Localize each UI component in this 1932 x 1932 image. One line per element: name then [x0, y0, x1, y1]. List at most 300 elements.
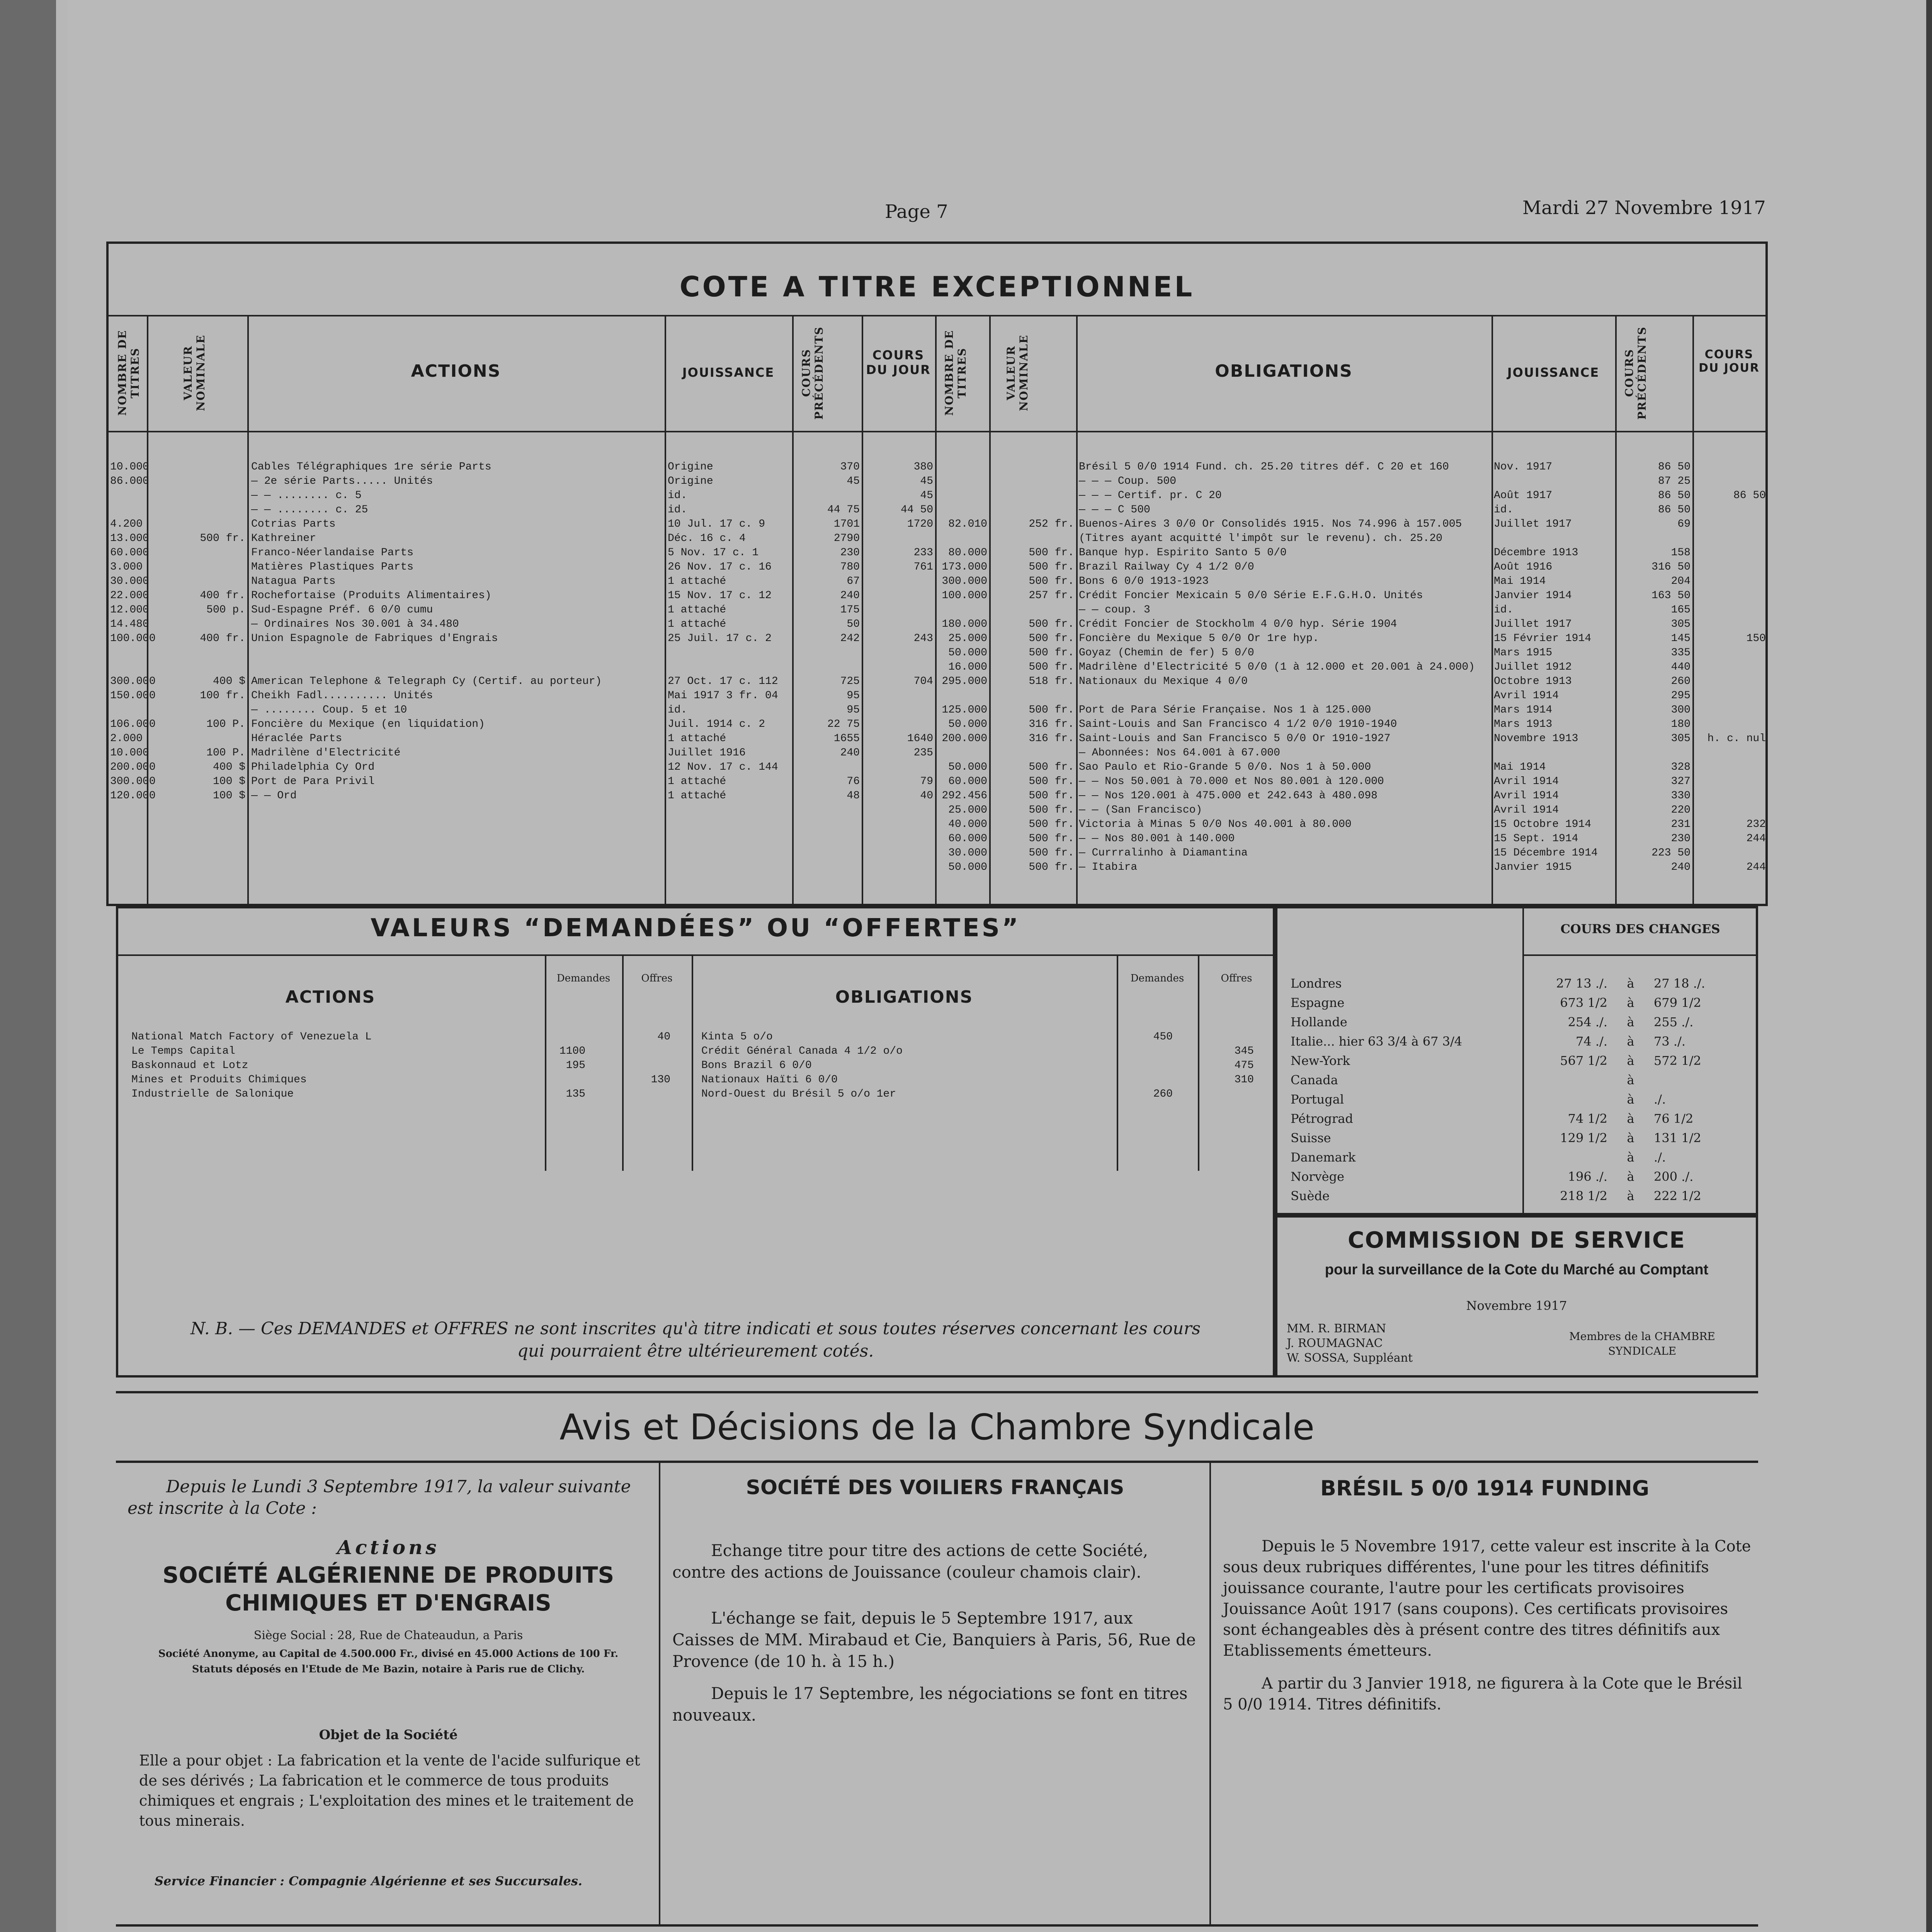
table-cell: 380 — [913, 461, 933, 473]
table-cell: Bons Brazil 6 0/0 — [701, 1060, 812, 1071]
col-valeur-header-right: VALEUR NOMINALE — [1005, 334, 1030, 412]
table-cell — [1694, 617, 1766, 631]
table-cell: 13.000 — [110, 532, 149, 544]
table-cell: 44 50 — [900, 504, 933, 516]
page-number: Page 7 — [885, 201, 948, 223]
table-cell: 100 P. — [206, 747, 245, 759]
table-cell — [149, 617, 245, 631]
divider — [116, 1461, 1758, 1463]
changes-row — [1291, 1186, 1750, 1206]
changes-rate-a: 196 ./. — [1568, 1169, 1607, 1184]
table-cell — [110, 488, 145, 503]
table-cell — [1119, 1073, 1173, 1087]
table-cell: 50.000 — [948, 761, 987, 773]
left-cours-jour-column — [864, 460, 933, 803]
table-cell — [251, 660, 663, 674]
table-cell: 1 attaché — [668, 733, 726, 745]
divider — [1522, 954, 1758, 956]
table-cell — [149, 488, 245, 503]
demandes-oblig-dem — [1119, 1030, 1173, 1101]
table-cell: Cotrias Parts — [251, 518, 336, 530]
table-cell — [864, 588, 933, 603]
table-cell — [794, 646, 860, 660]
table-cell: 2.000 — [110, 733, 143, 745]
table-cell: 1 attaché — [668, 776, 726, 787]
table-cell: 45 — [920, 475, 933, 487]
avis-col3-p1: Depuis le 5 Novembre 1917, cette valeur est inscrite à la Cote sous deux rubriques différentes, l'une pour les titres définitifs jouissance courante, l'autre pour les certificats provisoires Jouissance Août 1917 (sans coupons). Ces certificats provisoires sont échangeables dès à présent contre des titres définitifs aux Etablissements émetteurs. — [1223, 1537, 1751, 1660]
table-cell: 300.000 — [942, 575, 987, 587]
table-cell: Industrielle de Salonique — [131, 1088, 294, 1100]
table-cell: 76 — [847, 776, 860, 787]
col-sep — [1117, 954, 1118, 1171]
table-cell: 40 — [657, 1031, 670, 1043]
table-cell — [991, 531, 1074, 546]
table-cell: id. — [668, 504, 687, 516]
changes-rate-b: 222 1/2 — [1654, 1189, 1701, 1203]
avis-col2-p3: Depuis le 17 Septembre, les négociations se font en titres nouveaux. — [672, 1684, 1188, 1725]
changes-sep: à — [1627, 1034, 1634, 1049]
table-cell — [149, 546, 245, 560]
table-cell: 257 fr. — [1029, 590, 1074, 602]
table-cell: 252 fr. — [1029, 518, 1074, 530]
col-actions-header: ACTIONS — [411, 361, 501, 381]
table-cell — [937, 603, 987, 617]
table-cell: Crédit Foncier Mexicain 5 0/0 Série E.F.G.H.O. Unités — [1079, 590, 1423, 602]
table-cell: 780 — [840, 561, 860, 573]
table-cell: Origine — [668, 461, 713, 473]
table-cell: — ........ Coup. 5 et 10 — [251, 704, 407, 716]
right-jouissance-column — [1494, 460, 1614, 874]
table-cell: Matières Plastiques Parts — [251, 561, 414, 573]
table-cell: Avril 1914 — [1494, 690, 1559, 702]
table-cell — [991, 503, 1074, 517]
right-cours-prec-column — [1617, 460, 1690, 874]
table-cell — [991, 488, 1074, 503]
table-cell — [1119, 1058, 1173, 1073]
table-cell: Goyaz (Chemin de fer) 5 0/0 — [1079, 647, 1254, 659]
table-cell — [1694, 646, 1766, 660]
table-cell: — — Nos 120.001 à 475.000 et 242.643 à 480.098 — [1079, 790, 1378, 802]
table-cell: 45 — [847, 475, 860, 487]
avis-col1-name: SOCIÉTÉ ALGÉRIENNE DE PRODUITS CHIMIQUES ET D'ENGRAIS — [162, 1562, 614, 1616]
col-cours-prec-header: COURS PRÉCÉDENTS — [800, 326, 825, 420]
table-cell: Cheikh Fadl.......... Unités — [251, 690, 433, 702]
table-cell: 86 50 — [1733, 490, 1766, 502]
col-sep — [1692, 315, 1694, 906]
changes-sep: à — [1627, 1150, 1634, 1165]
table-cell: 135 — [566, 1088, 585, 1100]
table-cell: 86 50 — [1658, 461, 1690, 473]
table-cell — [1694, 660, 1766, 674]
table-cell: 500 fr. — [200, 532, 245, 544]
table-cell — [1694, 503, 1766, 517]
table-cell: 1100 — [559, 1045, 585, 1057]
changes-place: Pétrograd — [1291, 1111, 1353, 1126]
table-cell: 106.000 — [110, 718, 156, 730]
table-cell — [1494, 531, 1614, 546]
table-cell: 173.000 — [942, 561, 987, 573]
table-cell: 25.000 — [948, 804, 987, 816]
col-valeur-header: VALEUR NOMINALE — [182, 334, 207, 412]
changes-place: Suède — [1291, 1189, 1330, 1203]
table-cell: 1640 — [907, 733, 933, 745]
changes-rate-b — [1654, 1070, 1731, 1090]
table-cell — [624, 1058, 670, 1073]
table-cell: Juillet 1917 — [1494, 618, 1572, 630]
table-cell: id. — [1494, 504, 1514, 516]
avis-col1-body: Elle a pour objet : La fabrication et la vente de l'acide sulfurique et de ses dérivés ; La fabrication et le commerce de tous produits chimiques et engrais ; L'exploitation des mines et le traitement de tous minerais. — [139, 1752, 640, 1829]
table-cell: 50.000 — [948, 718, 987, 730]
table-cell — [991, 746, 1074, 760]
table-cell: — — Nos 50.001 à 70.000 et Nos 80.001 à 120.000 — [1079, 776, 1384, 787]
changes-place: Italie... hier 63 3/4 à 67 3/4 — [1291, 1034, 1463, 1049]
table-cell: Baskonnaud et Lotz — [131, 1060, 248, 1071]
table-cell: 300 — [1671, 704, 1690, 716]
table-cell — [547, 1073, 585, 1087]
table-cell — [149, 560, 245, 574]
table-cell: Mai 1914 — [1494, 761, 1546, 773]
table-cell: 95 — [847, 690, 860, 702]
table-cell — [1694, 474, 1766, 488]
changes-place: Danemark — [1291, 1150, 1356, 1165]
table-cell: Franco-Néerlandaise Parts — [251, 547, 414, 559]
table-cell: 1655 — [833, 733, 860, 745]
table-cell — [991, 603, 1074, 617]
changes-place: Portugal — [1291, 1092, 1344, 1107]
table-cell: 500 fr. — [1029, 847, 1074, 859]
table-cell: MM. R. BIRMAN — [1287, 1322, 1386, 1335]
table-cell: 500 fr. — [1029, 776, 1074, 787]
avis-col1-actions: Actions — [337, 1536, 440, 1559]
changes-row — [1291, 1012, 1750, 1032]
table-cell: 10.000 — [110, 461, 149, 473]
table-cell — [1694, 689, 1766, 703]
changes-sep: à — [1627, 1092, 1634, 1107]
left-jouissance-column — [668, 460, 791, 803]
table-cell: 180 — [1671, 718, 1690, 730]
col-sep — [1076, 315, 1078, 906]
table-cell: 86 50 — [1658, 490, 1690, 502]
table-cell — [1694, 460, 1766, 474]
divider — [116, 1391, 1758, 1393]
table-cell: 26 Nov. 17 c. 16 — [668, 561, 772, 573]
table-cell: 500 fr. — [1029, 861, 1074, 873]
table-cell: 400 $ — [213, 675, 245, 687]
table-cell — [110, 703, 145, 717]
changes-rate-a: 567 1/2 — [1560, 1053, 1607, 1068]
table-cell: Kathreiner — [251, 532, 316, 544]
changes-rate-b: 679 1/2 — [1654, 995, 1701, 1010]
table-cell: 15 Sept. 1914 — [1494, 833, 1578, 845]
avis-col2-p1: Echange titre pour titre des actions de cette Société, contre des actions de Jouissance (couleur chamois clair). — [672, 1541, 1148, 1582]
table-cell: 244 — [1746, 861, 1766, 873]
offres-col-header: Offres — [641, 973, 673, 984]
table-cell: Crédit Général Canada 4 1/2 o/o — [701, 1045, 903, 1057]
table-cell: — — Nos 80.001 à 140.000 — [1079, 833, 1235, 845]
table-cell — [1079, 689, 1489, 703]
table-cell: 30.000 — [948, 847, 987, 859]
table-cell — [991, 460, 1074, 474]
commission-subtitle: pour la surveillance de la Cote du Marché au Comptant — [1325, 1262, 1709, 1278]
left-nombre-column — [110, 460, 156, 803]
table-cell: Janvier 1915 — [1494, 861, 1572, 873]
table-cell: 100.000 — [110, 633, 156, 645]
demandes-oblig-list — [701, 1030, 1115, 1101]
table-cell — [110, 503, 145, 517]
changes-row — [1291, 1070, 1750, 1090]
table-cell: Mars 1915 — [1494, 647, 1553, 659]
divider — [106, 431, 1768, 432]
table-cell: 400 fr. — [200, 633, 245, 645]
table-cell — [668, 646, 791, 660]
changes-row — [1291, 1032, 1750, 1051]
table-cell: 95 — [847, 704, 860, 716]
table-cell: 15 Février 1914 — [1494, 633, 1592, 645]
table-cell: 30.000 — [110, 575, 149, 587]
changes-title: COURS DES CHANGES — [1560, 922, 1720, 936]
divider — [116, 1924, 1758, 1927]
table-cell: Saint-Louis and San Francisco 5 0/0 Or 1910-1927 — [1079, 733, 1391, 745]
changes-place: Espagne — [1291, 995, 1345, 1010]
table-cell — [251, 646, 663, 660]
changes-rate-a: 673 1/2 — [1560, 995, 1607, 1010]
table-cell: — 2e série Parts..... Unités — [251, 475, 433, 487]
col-sep — [935, 315, 937, 906]
avis-col1-intro: Depuis le Lundi 3 Septembre 1917, la valeur suivante est inscrite à la Cote : — [128, 1477, 631, 1518]
table-cell: Sao Paulo et Rio-Grande 5 0/0. Nos 1 à 50.000 — [1079, 761, 1371, 773]
changes-rate-a: 254 ./. — [1568, 1015, 1607, 1029]
table-cell: Philadelphia Cy Ord — [251, 761, 375, 773]
col-sep — [1615, 315, 1617, 906]
changes-rate-b: 200 ./. — [1654, 1169, 1694, 1184]
table-cell: — Itabira — [1079, 861, 1138, 873]
table-cell: 500 fr. — [1029, 647, 1074, 659]
table-cell: 60.000 — [948, 776, 987, 787]
table-cell: 231 — [1671, 818, 1690, 830]
col-jouissance-header-right: JOUISSANCE — [1507, 365, 1600, 380]
col-sep — [1198, 954, 1199, 1171]
changes-row — [1291, 1148, 1750, 1167]
table-cell: id. — [668, 704, 687, 716]
table-cell: 725 — [840, 675, 860, 687]
table-cell: 158 — [1671, 547, 1690, 559]
table-cell: — — (San Francisco) — [1079, 804, 1202, 816]
table-cell: Nationaux Haïti 6 0/0 — [701, 1074, 838, 1086]
table-cell: 150 — [1746, 633, 1766, 645]
table-cell: (Titres ayant acquitté l'impôt sur le revenu). ch. 25.20 — [1079, 532, 1442, 544]
table-cell: 1 attaché — [668, 604, 726, 616]
table-cell: 22.000 — [110, 590, 149, 602]
changes-row — [1291, 1109, 1750, 1128]
commission-members — [1287, 1321, 1534, 1366]
left-valeur-column — [149, 460, 245, 803]
avis-col1-service: Service Financier : Compagnie Algérienne et ses Succursales. — [155, 1874, 583, 1888]
table-cell: 500 p. — [206, 604, 245, 616]
table-cell: Nov. 1917 — [1494, 461, 1553, 473]
offres-col-header-right: Offres — [1221, 973, 1252, 984]
avis-col1-statuts: Statuts déposés en l'Etude de Me Bazin, notaire à Paris rue de Clichy. — [192, 1663, 585, 1675]
table-cell: — Abonnées: Nos 64.001 à 67.000 — [1079, 747, 1280, 759]
table-cell: 316 50 — [1651, 561, 1690, 573]
changes-sep: à — [1627, 1111, 1634, 1126]
table-cell — [864, 660, 933, 674]
table-cell — [1694, 803, 1766, 817]
table-cell: 1 attaché — [668, 575, 726, 587]
changes-rate-a: 74 ./. — [1575, 1034, 1607, 1049]
table-cell: Foncière du Mexique 5 0/0 Or 1re hyp. — [1079, 633, 1319, 645]
table-cell: 500 fr. — [1029, 633, 1074, 645]
col-sep — [545, 954, 546, 1171]
changes-place: New-York — [1291, 1053, 1350, 1068]
table-cell: 260 — [1153, 1088, 1173, 1100]
table-cell: Natagua Parts — [251, 575, 336, 587]
table-cell: 100 fr. — [200, 690, 245, 702]
table-cell: 200.000 — [110, 761, 156, 773]
changes-rate-b: 76 1/2 — [1654, 1111, 1694, 1126]
table-cell: W. SOSSA, Suppléant — [1287, 1351, 1413, 1365]
table-cell: 50 — [847, 618, 860, 630]
changes-sep: à — [1627, 1073, 1634, 1087]
table-cell: — — — Coup. 500 — [1079, 475, 1177, 487]
table-cell: 80.000 — [948, 547, 987, 559]
table-cell: 220 — [1671, 804, 1690, 816]
changes-list — [1291, 974, 1750, 1206]
changes-rate-b: ./. — [1654, 1092, 1666, 1107]
table-cell: Port de Para Privil — [251, 776, 375, 787]
right-obligations-column — [1079, 460, 1489, 874]
table-cell: Brésil 5 0/0 1914 Fund. ch. 25.20 titres déf. C 20 et 160 — [1079, 461, 1449, 473]
col-sep — [659, 1461, 660, 1924]
table-cell: 15 Nov. 17 c. 12 — [668, 590, 772, 602]
table-cell: 300.000 — [110, 675, 156, 687]
table-cell: 500 fr. — [1029, 547, 1074, 559]
table-cell: 500 fr. — [1029, 561, 1074, 573]
col-sep — [247, 315, 249, 906]
table-cell — [937, 460, 987, 474]
table-cell: 761 — [913, 561, 933, 573]
table-cell: Juillet 1916 — [668, 747, 746, 759]
changes-row — [1291, 974, 1750, 993]
right-cours-jour-column — [1694, 460, 1766, 874]
table-cell: 240 — [840, 747, 860, 759]
table-cell: 16.000 — [948, 661, 987, 673]
table-cell — [794, 488, 860, 503]
table-cell: 180.000 — [942, 618, 987, 630]
demandes-obligations-header: OBLIGATIONS — [835, 987, 973, 1007]
table-cell: 316 fr. — [1029, 733, 1074, 745]
table-cell: 48 — [847, 790, 860, 802]
table-cell: 243 — [913, 633, 933, 645]
table-cell: Avril 1914 — [1494, 790, 1559, 802]
demandes-actions-dem — [547, 1030, 585, 1101]
changes-sep: à — [1627, 1053, 1634, 1068]
demandes-offertes-box — [116, 906, 1275, 1378]
table-cell: Mines et Produits Chimiques — [131, 1074, 307, 1086]
table-cell — [864, 689, 933, 703]
table-cell: 175 — [840, 604, 860, 616]
table-cell: 305 — [1671, 733, 1690, 745]
table-cell: Kinta 5 o/o — [701, 1031, 773, 1043]
table-cell: Mai 1917 3 fr. 04 — [668, 690, 778, 702]
table-cell: Mai 1914 — [1494, 575, 1546, 587]
changes-rate-b: 27 18 ./. — [1654, 976, 1705, 991]
table-cell: 240 — [1671, 861, 1690, 873]
table-cell: Victoria à Minas 5 0/0 Nos 40.001 à 80.000 — [1079, 818, 1352, 830]
demandes-title: VALEURS “DEMANDÉES” OU “OFFERTES” — [371, 914, 1020, 942]
table-cell: 335 — [1671, 647, 1690, 659]
table-cell — [937, 503, 987, 517]
changes-place: Canada — [1291, 1073, 1338, 1087]
table-cell: 2790 — [833, 532, 860, 544]
avis-col3-title: BRÉSIL 5 0/0 1914 FUNDING — [1320, 1476, 1650, 1500]
table-cell: 500 fr. — [1029, 790, 1074, 802]
table-cell: 1701 — [833, 518, 860, 530]
commission-date: Novembre 1917 — [1466, 1298, 1567, 1313]
table-cell — [1694, 703, 1766, 717]
table-cell: 60.000 — [110, 547, 149, 559]
table-cell: 100 P. — [206, 718, 245, 730]
table-cell — [1694, 746, 1766, 760]
right-nombre-column — [937, 460, 987, 874]
table-cell: id. — [668, 490, 687, 502]
table-cell — [547, 1030, 585, 1044]
changes-rate-b: 255 ./. — [1654, 1015, 1694, 1029]
table-cell: id. — [1494, 604, 1514, 616]
table-cell — [864, 531, 933, 546]
table-cell — [864, 603, 933, 617]
changes-row — [1291, 1051, 1750, 1070]
table-cell — [937, 531, 987, 546]
table-cell: 5 Nov. 17 c. 1 — [668, 547, 759, 559]
table-cell: Banque hyp. Espirito Santo 5 0/0 — [1079, 547, 1287, 559]
table-cell: Rochefortaise (Produits Alimentaires) — [251, 590, 492, 602]
col-sep — [792, 315, 794, 906]
table-cell: Avril 1914 — [1494, 804, 1559, 816]
table-cell — [149, 517, 245, 531]
table-cell: Crédit Foncier de Stockholm 4 0/0 hyp. Série 1904 — [1079, 618, 1397, 630]
col-cours-jour-header-right: COURS DU JOUR — [1699, 348, 1760, 375]
changes-row — [1291, 1128, 1750, 1148]
col-jouissance-header: JOUISSANCE — [682, 365, 775, 380]
avis-col2-title: SOCIÉTÉ DES VOILIERS FRANÇAIS — [746, 1476, 1124, 1499]
changes-row — [1291, 1167, 1750, 1186]
changes-row — [1291, 1090, 1750, 1109]
table-cell — [110, 660, 145, 674]
table-cell — [1694, 674, 1766, 689]
table-cell: 704 — [913, 675, 933, 687]
table-cell: 500 fr. — [1029, 833, 1074, 845]
table-cell: 330 — [1671, 790, 1690, 802]
changes-sep: à — [1627, 1169, 1634, 1184]
changes-place: Suisse — [1291, 1131, 1331, 1145]
table-cell: 40.000 — [948, 818, 987, 830]
table-cell: 125.000 — [942, 704, 987, 716]
table-cell: 120.000 — [110, 790, 156, 802]
table-cell: Janvier 1914 — [1494, 590, 1572, 602]
table-cell: Madrilène d'Electricité — [251, 747, 401, 759]
table-cell: 400 fr. — [200, 590, 245, 602]
table-cell: Avril 1914 — [1494, 776, 1559, 787]
table-cell: 60.000 — [948, 833, 987, 845]
table-cell: 500 fr. — [1029, 818, 1074, 830]
changes-rate-b: 131 1/2 — [1654, 1131, 1701, 1145]
table-cell: Novembre 1913 — [1494, 733, 1578, 745]
changes-sep: à — [1627, 1189, 1634, 1203]
table-cell — [864, 646, 933, 660]
table-cell: 1720 — [907, 518, 933, 530]
demandes-oblig-off — [1200, 1030, 1254, 1101]
table-cell: Brazil Railway Cy 4 1/2 0/0 — [1079, 561, 1254, 573]
